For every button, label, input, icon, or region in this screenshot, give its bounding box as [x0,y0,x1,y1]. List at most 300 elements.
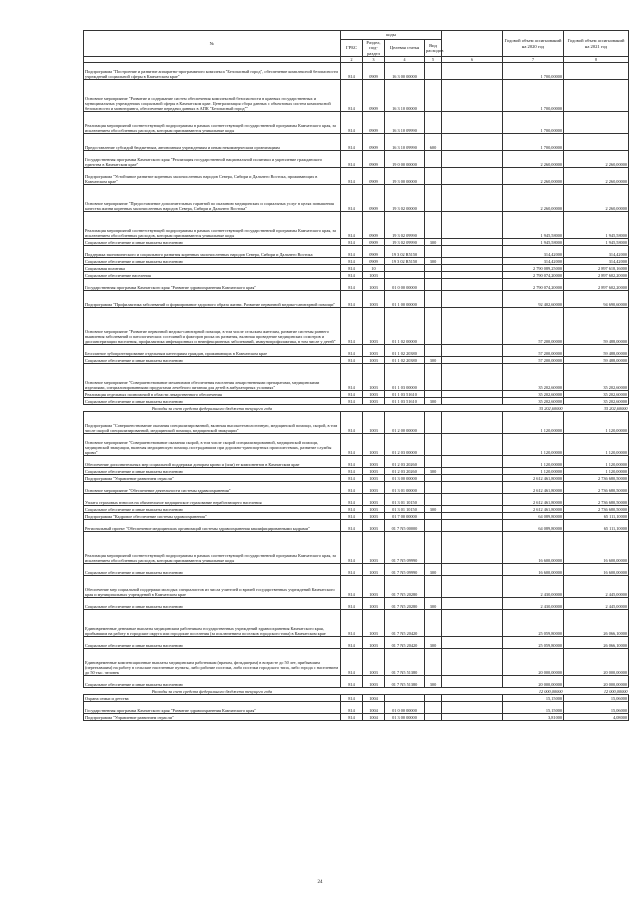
row-razdel: 1003 [363,532,385,564]
table-row [84,246,629,258]
row-vid [425,688,442,695]
row-spacer [442,258,503,265]
row-name: Реализация мероприятий соответствующей подпрограммы в рамках соответствующей государственной программы Камчатского края, за исключением обособленных расходов, которым присваиваются уникальные коды [84,112,341,134]
row-name: Реализация мероприятий соответствующей подпрограммы в рамках соответствующей государственной программы Камчатского края, за исключением обособленных расходов, которым присваиваются уникальные коды [84,532,341,564]
row-grbs: 814 [341,702,363,714]
row-amount-2021 [564,112,629,134]
row-vid: 600 [425,134,442,151]
row-spacer [442,494,503,506]
table-row [84,391,629,398]
row-vid [425,308,442,345]
row-name: Поддержка экономического и социального развития коренных малочисленных народов Севера, Сибири и Дальнего Востока [84,246,341,258]
row-grbs: 814 [341,532,363,564]
row-grbs: 814 [341,391,363,398]
row-spacer [442,185,503,212]
row-spacer [442,576,503,598]
table-row [84,695,629,702]
row-grbs: 814 [341,494,363,506]
row-grbs: 814 [341,475,363,482]
row-name: Социальная политика [84,265,341,272]
row-razdel: 1003 [363,576,385,598]
row-name: Реализация мероприятий соответствующей подпрограммы в рамках соответствующей государственной программы Камчатского края, за исключением обособленных расходов, которым присваиваются уникальные коды [84,212,341,239]
row-spacer [442,308,503,345]
row-amount-2021: 2 897 618,16000 [564,265,629,272]
header-num: № [84,31,341,57]
row-grbs: 814 [341,345,363,357]
row-vid [425,513,442,520]
row-tsel [385,688,425,695]
row-tsel: 01 1 02 00000 [385,308,425,345]
row-amount-2021: 2 736 680,50000 [564,482,629,494]
row-razdel: 1003 [363,506,385,513]
row-vid [425,434,442,456]
row-amount-2020: 2 260,00000 [503,151,564,168]
row-razdel: 1003 [363,564,385,576]
header-row-top [84,31,629,40]
table-row [84,168,629,185]
row-grbs: 814 [341,434,363,456]
colnum-5: 5 [425,57,442,63]
table-row [84,468,629,475]
row-vid [425,364,442,391]
row-amount-2020: 92 402,60000 [503,291,564,308]
row-razdel: 1003 [363,398,385,405]
row-amount-2020: 16 600,00000 [503,532,564,564]
row-razdel: 1004 [363,702,385,714]
table-row [84,239,629,246]
row-name: Региональный проект "Обеспечение медицинских организаций системы здравоохранения квалифицированными кадрами" [84,520,341,532]
row-grbs: 814 [341,212,363,239]
row-tsel: 19 3 00 00000 [385,168,425,185]
row-razdel: 1003 [363,649,385,676]
row-vid [425,291,442,308]
row-razdel: 1003 [363,598,385,610]
row-spacer [442,291,503,308]
row-tsel: 16 3 10 09990 [385,134,425,151]
row-razdel: 1003 [363,391,385,398]
row-name: Социальное обеспечение и иные выплаты населению [84,357,341,364]
row-amount-2020: 15,15000 [503,702,564,714]
row-spacer [442,279,503,291]
row-amount-2021: 2 897 602,20000 [564,279,629,291]
row-spacer [442,364,503,391]
row-tsel: 01 3 01 10150 [385,506,425,513]
row-name: Расходы за счет средств федерального бюджета текущего года [84,688,341,695]
row-vid [425,520,442,532]
row-amount-2021: 15,06000 [564,695,629,702]
row-grbs: 814 [341,398,363,405]
row-name: Основное мероприятие "Совершенствование механизмов обеспечения населения лекарственными препаратами, медицинскими изделиями, специализированными продуктами лечебного питания для детей в амбулаторных условиях" [84,364,341,391]
header-spacer [442,31,503,57]
row-spacer [442,63,503,80]
row-vid [425,151,442,168]
row-amount-2020: 2 612 461,80000 [503,506,564,513]
budget-table-page [83,30,628,721]
row-tsel: 01 7 N5 51380 [385,676,425,688]
row-vid [425,272,442,279]
header-year-2021: Годовой объем ассигнований на 2021 год [564,31,629,57]
row-name: Подпрограмма "Управление развитием отрасли" [84,475,341,482]
row-razdel: 0909 [363,134,385,151]
row-spacer [442,482,503,494]
row-grbs: 814 [341,63,363,80]
row-razdel: 1003 [363,434,385,456]
row-vid: 300 [425,676,442,688]
row-grbs: 814 [341,364,363,391]
row-amount-2020: 57 200,00000 [503,308,564,345]
row-vid [425,246,442,258]
row-razdel: 1003 [363,610,385,637]
row-spacer [442,506,503,513]
row-vid [425,112,442,134]
row-amount-2020: 35 202,60000 [503,398,564,405]
row-name: Социальное обеспечение и иные выплаты населению [84,398,341,405]
row-grbs: 814 [341,308,363,345]
row-spacer [442,134,503,151]
row-amount-2021: 2 736 680,50000 [564,506,629,513]
row-amount-2021 [564,134,629,151]
table-row [84,272,629,279]
budget-table [83,30,629,721]
row-vid [425,576,442,598]
table-row [84,279,629,291]
row-vid: 300 [425,506,442,513]
row-grbs: 814 [341,112,363,134]
row-tsel: 01 2 03 00000 [385,434,425,456]
row-amount-2021: 59 488,00000 [564,308,629,345]
row-razdel: 0909 [363,168,385,185]
row-amount-2020: 314,42000 [503,258,564,265]
row-razdel: 1003 [363,345,385,357]
row-razdel: 0909 [363,80,385,112]
row-razdel: 1003 [363,520,385,532]
table-note-row [84,688,629,695]
row-amount-2021: 2 260,00000 [564,185,629,212]
row-amount-2020: 1 120,00000 [503,456,564,468]
row-spacer [442,475,503,482]
row-spacer [442,391,503,398]
row-grbs [341,405,363,412]
row-razdel: 1004 [363,714,385,721]
row-vid [425,405,442,412]
table-row [84,345,629,357]
row-grbs: 814 [341,80,363,112]
header-year-2020: Годовой объем ассигнований на 2020 год [503,31,564,57]
row-amount-2020: 64 089,80000 [503,520,564,532]
row-amount-2021: 1 120,00000 [564,456,629,468]
table-row [84,702,629,714]
row-spacer [442,676,503,688]
row-razdel: 1003 [363,475,385,482]
row-grbs: 814 [341,279,363,291]
row-amount-2020: 1 700,00000 [503,63,564,80]
row-amount-2020: 57 200,00000 [503,345,564,357]
row-name: Подпрограмма "Совершенствование оказания специализированной, включая высокотехнологичную, медицинской помощи, скорой, в том числе скорой специализированной, медицинской помощи, медицинской эвакуации" [84,412,341,434]
row-spacer [442,688,503,695]
row-grbs: 814 [341,134,363,151]
table-row [84,520,629,532]
row-grbs: 814 [341,239,363,246]
row-name: Основное мероприятие "Предоставление дополнительных гарантий по оказанию медицинских и социальных услуг в целях повышения качества жизни коренных малочисленных народов Севера, Сибири и Дальнего Востока" [84,185,341,212]
row-razdel: 1003 [363,513,385,520]
row-spacer [442,168,503,185]
row-name: Социальное обеспечение и иные выплаты населению [84,676,341,688]
row-name: Социальное обеспечение населения [84,272,341,279]
row-amount-2020: 1 700,00000 [503,112,564,134]
row-razdel: 1003 [363,637,385,649]
row-spacer [442,695,503,702]
row-grbs: 814 [341,598,363,610]
row-name: Социальное обеспечение и иные выплаты населению [84,598,341,610]
row-vid: 300 [425,357,442,364]
colnum-3: 3 [363,57,385,63]
row-amount-2021: 94 690,60000 [564,291,629,308]
row-tsel: 01 7 N5 09990 [385,532,425,564]
row-grbs: 814 [341,151,363,168]
row-spacer [442,532,503,564]
row-amount-2020: 1 120,00000 [503,468,564,475]
table-row [84,564,629,576]
row-amount-2020: 2 260,00000 [503,185,564,212]
row-vid: 300 [425,239,442,246]
row-amount-2020: 12 000,00000 [503,688,564,695]
row-tsel [385,695,425,702]
header-grbs: ГРБС [341,40,363,57]
row-grbs: 814 [341,695,363,702]
row-amount-2020: 1 700,00000 [503,134,564,151]
table-row [84,134,629,151]
row-vid [425,532,442,564]
row-amount-2020: 1 120,00000 [503,434,564,456]
row-razdel: 1003 [363,357,385,364]
header-codes: коды [341,31,442,40]
table-row [84,494,629,506]
table-row [84,212,629,239]
table-row [84,258,629,265]
row-amount-2021: 2 445,00000 [564,576,629,598]
row-amount-2020: 20 000,00000 [503,676,564,688]
row-amount-2020: 2 260,00000 [503,168,564,185]
row-amount-2021: 16 600,00000 [564,564,629,576]
row-name: Государственная программа Камчатского края "Развитие здравоохранения Камчатского края" [84,279,341,291]
row-tsel: 01 1 00 00000 [385,291,425,308]
table-row [84,649,629,676]
row-spacer [442,112,503,134]
row-grbs: 814 [341,513,363,520]
row-spacer [442,357,503,364]
row-spacer [442,520,503,532]
row-razdel: 1003 [363,272,385,279]
row-amount-2021: 1 120,00000 [564,434,629,456]
header-razdel: Раздел, под-раздел [363,40,385,57]
row-tsel: 01 7 N5 00000 [385,520,425,532]
row-amount-2020: 25 059,80000 [503,637,564,649]
row-name: Социальное обеспечение и иные выплаты населению [84,564,341,576]
row-amount-2021: 20 000,00000 [564,676,629,688]
row-razdel: 0909 [363,212,385,239]
row-amount-2021: 314,42000 [564,258,629,265]
row-spacer [442,272,503,279]
row-spacer [442,564,503,576]
row-amount-2020: 15,15000 [503,695,564,702]
row-amount-2021: 35 202,60000 [564,398,629,405]
row-vid: 300 [425,398,442,405]
row-vid [425,695,442,702]
row-tsel: 01 7 N5 20420 [385,610,425,637]
row-razdel: 1003 [363,308,385,345]
row-amount-2020: 1 945,58000 [503,212,564,239]
row-amount-2021: 2 736 680,50000 [564,494,629,506]
row-spacer [442,405,503,412]
row-name: Единовременные денежные выплаты медицинским работникам государственных учреждений здравоохранения Камчатского края, прибывшим на работу в городские округа или городские поселения (за исключением поселков городского типа) в Камчатском крае [84,610,341,637]
row-name: Государственная программа Камчатского края "Развитие здравоохранения Камчатского края" [84,702,341,714]
row-tsel: 19 3 02 R5150 [385,258,425,265]
row-tsel: 19 3 02 09990 [385,239,425,246]
row-amount-2020: 2 612 461,80000 [503,475,564,482]
table-row [84,598,629,610]
row-vid: 300 [425,468,442,475]
row-spacer [442,702,503,714]
colnum-8: 8 [564,57,629,63]
row-name: Единовременные компенсационные выплаты медицинским работникам (врачам, фельдшерам) в возрасте до 50 лет, прибывшим (переехавшим) на работу в сельские населенные пункты, либо рабочие поселки, либо поселки городского типа, либо города с населением до 50 тыс. человек [84,649,341,676]
row-tsel: 01 3 01 00000 [385,482,425,494]
row-vid: 300 [425,258,442,265]
row-razdel: 1003 [363,482,385,494]
page-number: 24 [317,880,323,885]
row-tsel: 01 1 02 20380 [385,345,425,357]
row-vid [425,494,442,506]
row-tsel: 01 2 03 20260 [385,456,425,468]
row-razdel: 1003 [363,279,385,291]
row-grbs: 814 [341,564,363,576]
row-tsel: 01 1 03 51610 [385,398,425,405]
row-tsel: 16 3 10 00000 [385,80,425,112]
table-row [84,513,629,520]
row-amount-2021: 1 945,58000 [564,239,629,246]
row-amount-2020: 1 945,58000 [503,239,564,246]
row-vid [425,391,442,398]
row-tsel: 01 3 01 10150 [385,494,425,506]
row-tsel [385,265,425,272]
row-amount-2021: 16 600,00000 [564,532,629,564]
row-vid [425,80,442,112]
row-vid [425,412,442,434]
table-row [84,185,629,212]
row-amount-2020: 1 700,00000 [503,80,564,112]
row-grbs: 814 [341,610,363,637]
row-name: Подпрограмма "Кадровое обеспечение системы здравоохранения" [84,513,341,520]
row-tsel: 01 0 00 00000 [385,702,425,714]
row-grbs: 814 [341,649,363,676]
row-razdel: 1003 [363,412,385,434]
row-razdel: 0909 [363,63,385,80]
row-grbs: 814 [341,258,363,265]
row-name: Обеспечение дополнительных мер социальной поддержки донорам крови и (или) ее компонентов в Камчатском крае [84,456,341,468]
row-razdel: 1003 [363,676,385,688]
row-tsel: 19 3 02 R5150 [385,246,425,258]
table-row [84,112,629,134]
row-amount-2021: 4,08000 [564,714,629,721]
row-amount-2021: 2 736 680,50000 [564,475,629,482]
row-spacer [442,610,503,637]
row-amount-2020: 2 790 074,20000 [503,272,564,279]
row-grbs: 814 [341,291,363,308]
row-grbs: 814 [341,520,363,532]
row-amount-2021: 2 445,00000 [564,598,629,610]
row-spacer [442,239,503,246]
row-amount-2021: 59 488,00000 [564,357,629,364]
row-spacer [442,649,503,676]
row-razdel: 1003 [363,456,385,468]
row-vid [425,649,442,676]
row-grbs: 814 [341,506,363,513]
budget-table-body [84,63,629,721]
row-amount-2021: 1 120,00000 [564,468,629,475]
row-amount-2021 [564,63,629,80]
row-grbs [341,688,363,695]
row-amount-2020: 2 612 461,80000 [503,494,564,506]
row-razdel: 0909 [363,239,385,246]
row-amount-2020: 2 790 074,20000 [503,279,564,291]
colnum-4: 4 [385,57,425,63]
row-name: Бесплатное зубопротезирование отдельным категориям граждан, проживающих в Камчатском крае [84,345,341,357]
row-amount-2021: 65 111,10000 [564,513,629,520]
row-name: Социальное обеспечение и иные выплаты населению [84,258,341,265]
row-name: Предоставление субсидий бюджетным, автономным учреждениям и иным некоммерческим организациям [84,134,341,151]
table-row [84,308,629,345]
row-vid: 300 [425,564,442,576]
row-amount-2020: 35 202,60000 [503,364,564,391]
row-spacer [442,412,503,434]
row-amount-2020: 35 202,60000 [503,405,564,412]
row-amount-2021: 59 488,00000 [564,345,629,357]
row-amount-2020: 2 612 461,80000 [503,482,564,494]
row-vid: 300 [425,598,442,610]
row-razdel: 0909 [363,151,385,168]
row-tsel: 01 7 N5 20280 [385,598,425,610]
table-row [84,676,629,688]
row-name: Государственная программа Камчатского края "Реализация государственной национальной политики и укрепление гражданского единства в Камчатском крае" [84,151,341,168]
table-row [84,714,629,721]
row-amount-2020: 314,42000 [503,246,564,258]
table-row [84,456,629,468]
row-spacer [442,246,503,258]
row-spacer [442,468,503,475]
row-amount-2020: 2 790 089,25000 [503,265,564,272]
table-row [84,506,629,513]
row-tsel: 19 3 02 09990 [385,212,425,239]
row-amount-2021: 35 202,60000 [564,364,629,391]
row-grbs: 814 [341,412,363,434]
table-row [84,637,629,649]
row-grbs: 814 [341,456,363,468]
row-vid [425,212,442,239]
row-amount-2021: 15,06000 [564,702,629,714]
row-spacer [442,456,503,468]
row-amount-2021: 1 120,00000 [564,412,629,434]
row-amount-2021: 1 945,58000 [564,212,629,239]
table-row [84,610,629,637]
row-razdel [363,688,385,695]
row-spacer [442,434,503,456]
row-tsel: 01 3 00 00000 [385,475,425,482]
row-name: Основное мероприятие "Совершенствование оказания скорой, в том числе скорой специализированной, медицинской помощи, медицинской эвакуации, включая медицинскую помощь пострадавшим при дорожно-транспортных происшествиях, развитие службы крови" [84,434,341,456]
table-row [84,576,629,598]
row-tsel: 01 7 N5 20280 [385,576,425,598]
row-amount-2021: 35 202,60000 [564,391,629,398]
row-tsel: 01 7 N5 09990 [385,564,425,576]
table-row [84,532,629,564]
